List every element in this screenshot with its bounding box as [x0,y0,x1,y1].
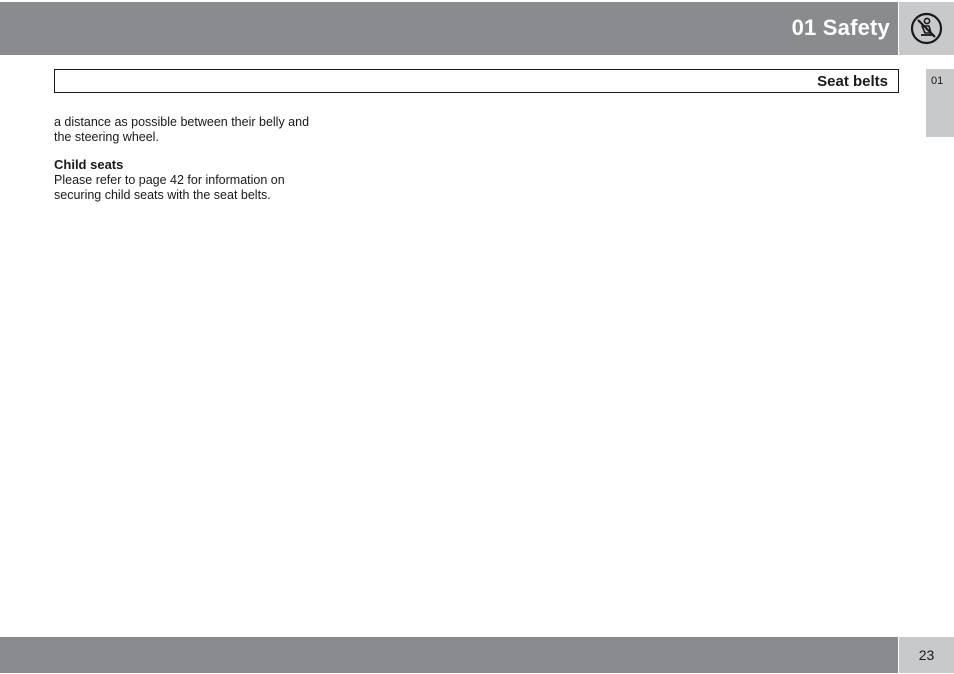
page-number-box [899,637,954,673]
section-heading-box [54,69,899,93]
chapter-tab-label: 01 [931,75,944,87]
intro-paragraph [54,115,334,145]
page-number: 23 [918,647,935,663]
chapter-icon-box [899,2,954,55]
chapter-tab [926,69,954,137]
intro-line-1: a distance as possible between their belly and [54,115,310,129]
header-bar [0,2,898,55]
intro-line-2: the steering wheel. [54,130,159,144]
seatbelt-warning-icon [910,12,943,45]
body-line-1: Please refer to page 42 for information on [54,173,285,187]
footer-bar [0,637,898,673]
child-seats-heading: Child seats [54,157,124,172]
child-seats-paragraph [54,173,334,203]
content-column [54,115,334,203]
section-title: Seat belts [817,73,888,90]
body-line-2: securing child seats with the seat belts. [54,188,271,202]
chapter-title: 01 Safety [791,15,890,40]
